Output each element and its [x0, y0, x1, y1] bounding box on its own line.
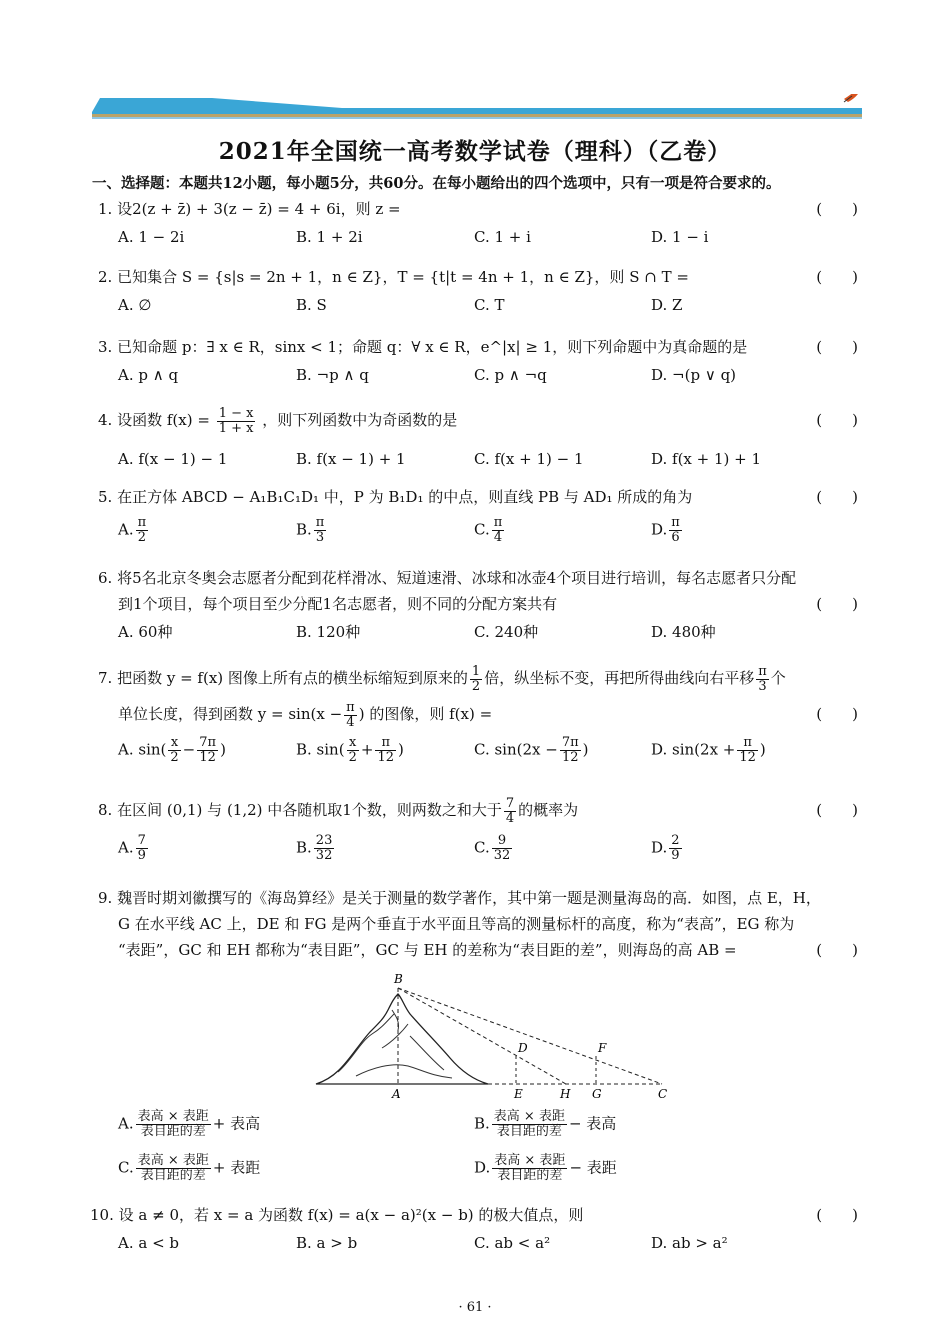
- option-c: C. $\frac{\text{表高 × 表距}}{\text{表目距的差}}$ + 表距: [118, 1153, 261, 1183]
- option-a: A. ∅: [118, 296, 152, 314]
- option-a: A. $\frac{\text{表高 × 表距}}{\text{表目距的差}}$ + 表高: [118, 1109, 261, 1139]
- option-a: A. f(x − 1) − 1: [118, 450, 228, 468]
- question-stem: 2. 已知集合 S = {s|s = 2n + 1，n ∈ Z}，T = {t|t = 4n + 1，n ∈ Z}，则 S ∩ T =: [98, 268, 689, 286]
- answer-paren: ( ): [816, 595, 858, 613]
- question-stem-part: 单位长度，得到函数 y = sin(x −: [118, 705, 343, 723]
- island-measurement-figure: [312, 972, 672, 1104]
- question-1: [98, 196, 858, 252]
- fraction: $\frac{\pi}{4}$: [346, 699, 355, 730]
- label-f: F: [598, 1041, 607, 1055]
- option-b: B. ¬p ∧ q: [296, 366, 369, 384]
- question-stem-line3: “表距”，GC 和 EH 都称为“表目距”，GC 与 EH 的差称为“表目距的差”，则海岛的高 AB =: [118, 941, 737, 959]
- quill-icon: [844, 94, 862, 102]
- option-a: A. $\frac{7}{9}$: [118, 833, 146, 863]
- option-d: D. $\frac{\text{表高 × 表距}}{\text{表目距的差}}$ − 表距: [474, 1153, 617, 1183]
- section-heading: 一、选择题：本题共12小题，每小题5分，共60分。在每小题给出的四个选项中，只有一项是符合要求的。: [92, 175, 781, 192]
- question-8: [98, 794, 858, 874]
- option-d: D. 1 − i: [651, 228, 709, 246]
- answer-paren: ( ): [816, 941, 858, 959]
- option-a: A. 60种: [118, 623, 173, 641]
- option-d: D. Z: [651, 296, 683, 314]
- question-9-options: [98, 1108, 858, 1196]
- label-d: D: [518, 1041, 528, 1055]
- label-g: G: [592, 1087, 602, 1101]
- island-outline: [316, 994, 488, 1084]
- answer-paren: ( ): [816, 338, 858, 356]
- label-b: B: [394, 972, 403, 986]
- option-b: B. sin( $\frac{x}{2}$ + $\frac{\pi}{12}$ ): [296, 735, 404, 765]
- question-7: [98, 660, 858, 776]
- question-6: [98, 565, 858, 647]
- option-a: A. a < b: [118, 1234, 180, 1252]
- option-d: D. $\frac{\pi}{6}$: [651, 515, 680, 545]
- answer-paren: ( ): [816, 1206, 858, 1224]
- question-stem-post: ，则下列函数中为奇函数的是: [262, 411, 458, 429]
- option-a: A. 1 − 2i: [118, 228, 185, 246]
- fraction: $\frac{7}{4}$: [505, 795, 515, 826]
- question-3: [98, 334, 858, 390]
- option-c: C. T: [474, 296, 505, 314]
- option-c: C. $\frac{9}{32}$: [474, 833, 511, 863]
- page-number: · 61 ·: [458, 1300, 492, 1315]
- option-b: B. S: [296, 296, 327, 314]
- question-stem: 1. 设2(z + z̄) + 3(z − z̄) = 4 + 6i，则 z =: [98, 200, 401, 218]
- fraction: $\frac{1 - x}{1 + x}$: [218, 405, 254, 436]
- option-b: B. 120种: [296, 623, 361, 641]
- fraction: $\frac{1}{2}$: [471, 663, 481, 694]
- answer-paren: ( ): [816, 411, 858, 429]
- option-d: D. f(x + 1) + 1: [651, 450, 762, 468]
- option-b: B. f(x − 1) + 1: [296, 450, 406, 468]
- option-b: B. $\frac{\text{表高 × 表距}}{\text{表目距的差}}$ − 表高: [474, 1109, 617, 1139]
- label-e: E: [514, 1087, 523, 1101]
- question-stem-part: 的概率为: [518, 801, 579, 819]
- question-stem-line1: 9. 魏晋时期刘徽撰写的《海岛算经》是关于测量的数学著作，其中第一题是测量海岛的高．如图，点 E，H，: [98, 889, 821, 907]
- label-a: A: [392, 1087, 401, 1101]
- question-stem-line1: 6. 将5名北京冬奥会志愿者分配到花样滑冰、短道速滑、冰球和冰壶4个项目进行培训，每名志愿者只分配: [98, 569, 797, 587]
- option-c: C. $\frac{\pi}{4}$: [474, 515, 503, 545]
- question-stem-part: ) 的图像，则 f(x) =: [358, 705, 493, 723]
- answer-paren: ( ): [816, 488, 858, 506]
- option-a: A. $\frac{\pi}{2}$: [118, 515, 147, 545]
- answer-paren: ( ): [816, 200, 858, 218]
- question-stem-part: 7. 把函数 y = f(x) 图像上所有点的横坐标缩短到原来的: [98, 669, 468, 687]
- option-a: A. sin( $\frac{x}{2}$ − $\frac{7\pi}{12}$ ): [118, 735, 226, 765]
- answer-paren: ( ): [816, 801, 858, 819]
- fraction: $\frac{\pi}{3}$: [758, 663, 767, 694]
- option-d: D. ab > a²: [651, 1234, 728, 1252]
- question-stem-part: 8. 在区间 (0,1) 与 (1,2) 中各随机取1个数，则两数之和大于: [98, 801, 502, 819]
- question-stem: 5. 在正方体 ABCD − A₁B₁C₁D₁ 中，P 为 B₁D₁ 的中点，则直线 PB 与 AD₁ 所成的角为: [98, 488, 693, 506]
- option-c: C. sin(2x − $\frac{7\pi}{12}$ ): [474, 735, 589, 765]
- option-b: B. $\frac{\pi}{3}$: [296, 515, 325, 545]
- option-c: C. ab < a²: [474, 1234, 551, 1252]
- question-stem: 3. 已知命题 p：∃ x ∈ R，sinx < 1；命题 q：∀ x ∈ R，e^|x| ≥ 1，则下列命题中为真命题的是: [98, 338, 748, 356]
- option-c: C. 1 + i: [474, 228, 531, 246]
- option-d: D. 480种: [651, 623, 716, 641]
- question-5: [98, 484, 858, 556]
- option-a: A. p ∧ q: [118, 366, 179, 384]
- answer-paren: ( ): [816, 705, 858, 723]
- question-stem-part: 个: [770, 669, 786, 687]
- question-stem-part: 倍，纵坐标不变，再把所得曲线向右平移: [484, 669, 755, 687]
- page-title: 2021年全国统一高考数学试卷（理科）（乙卷）: [218, 138, 732, 165]
- option-d: D. ¬(p ∨ q): [651, 366, 737, 384]
- question-4: [98, 404, 858, 474]
- option-c: C. p ∧ ¬q: [474, 366, 547, 384]
- label-c: C: [658, 1087, 668, 1101]
- label-h: H: [560, 1087, 571, 1101]
- option-c: C. f(x + 1) − 1: [474, 450, 584, 468]
- answer-paren: ( ): [816, 268, 858, 286]
- option-b: B. a > b: [296, 1234, 358, 1252]
- header-banner: [92, 94, 862, 124]
- question-stem: 10. 设 a ≠ 0，若 x = a 为函数 f(x) = a(x − a)²(x − b) 的极大值点，则: [90, 1206, 584, 1224]
- question-9: [98, 885, 858, 963]
- option-d: D. sin(2x + $\frac{\pi}{12}$ ): [651, 735, 766, 765]
- option-d: D. $\frac{2}{9}$: [651, 833, 680, 863]
- question-stem-line2: 到1个项目，每个项目至少分配1名志愿者，则不同的分配方案共有: [118, 595, 558, 613]
- question-stem-pre: 4. 设函数 f(x) =: [98, 411, 210, 429]
- question-2: [98, 264, 858, 320]
- option-c: C. 240种: [474, 623, 539, 641]
- option-b: B. $\frac{23}{32}$: [296, 833, 333, 863]
- question-10: [90, 1202, 858, 1258]
- question-stem-line2: G 在水平线 AC 上，DE 和 FG 是两个垂直于水平面且等高的测量标杆的高度，称为“表高”，EG 称为: [118, 915, 795, 933]
- option-b: B. 1 + 2i: [296, 228, 363, 246]
